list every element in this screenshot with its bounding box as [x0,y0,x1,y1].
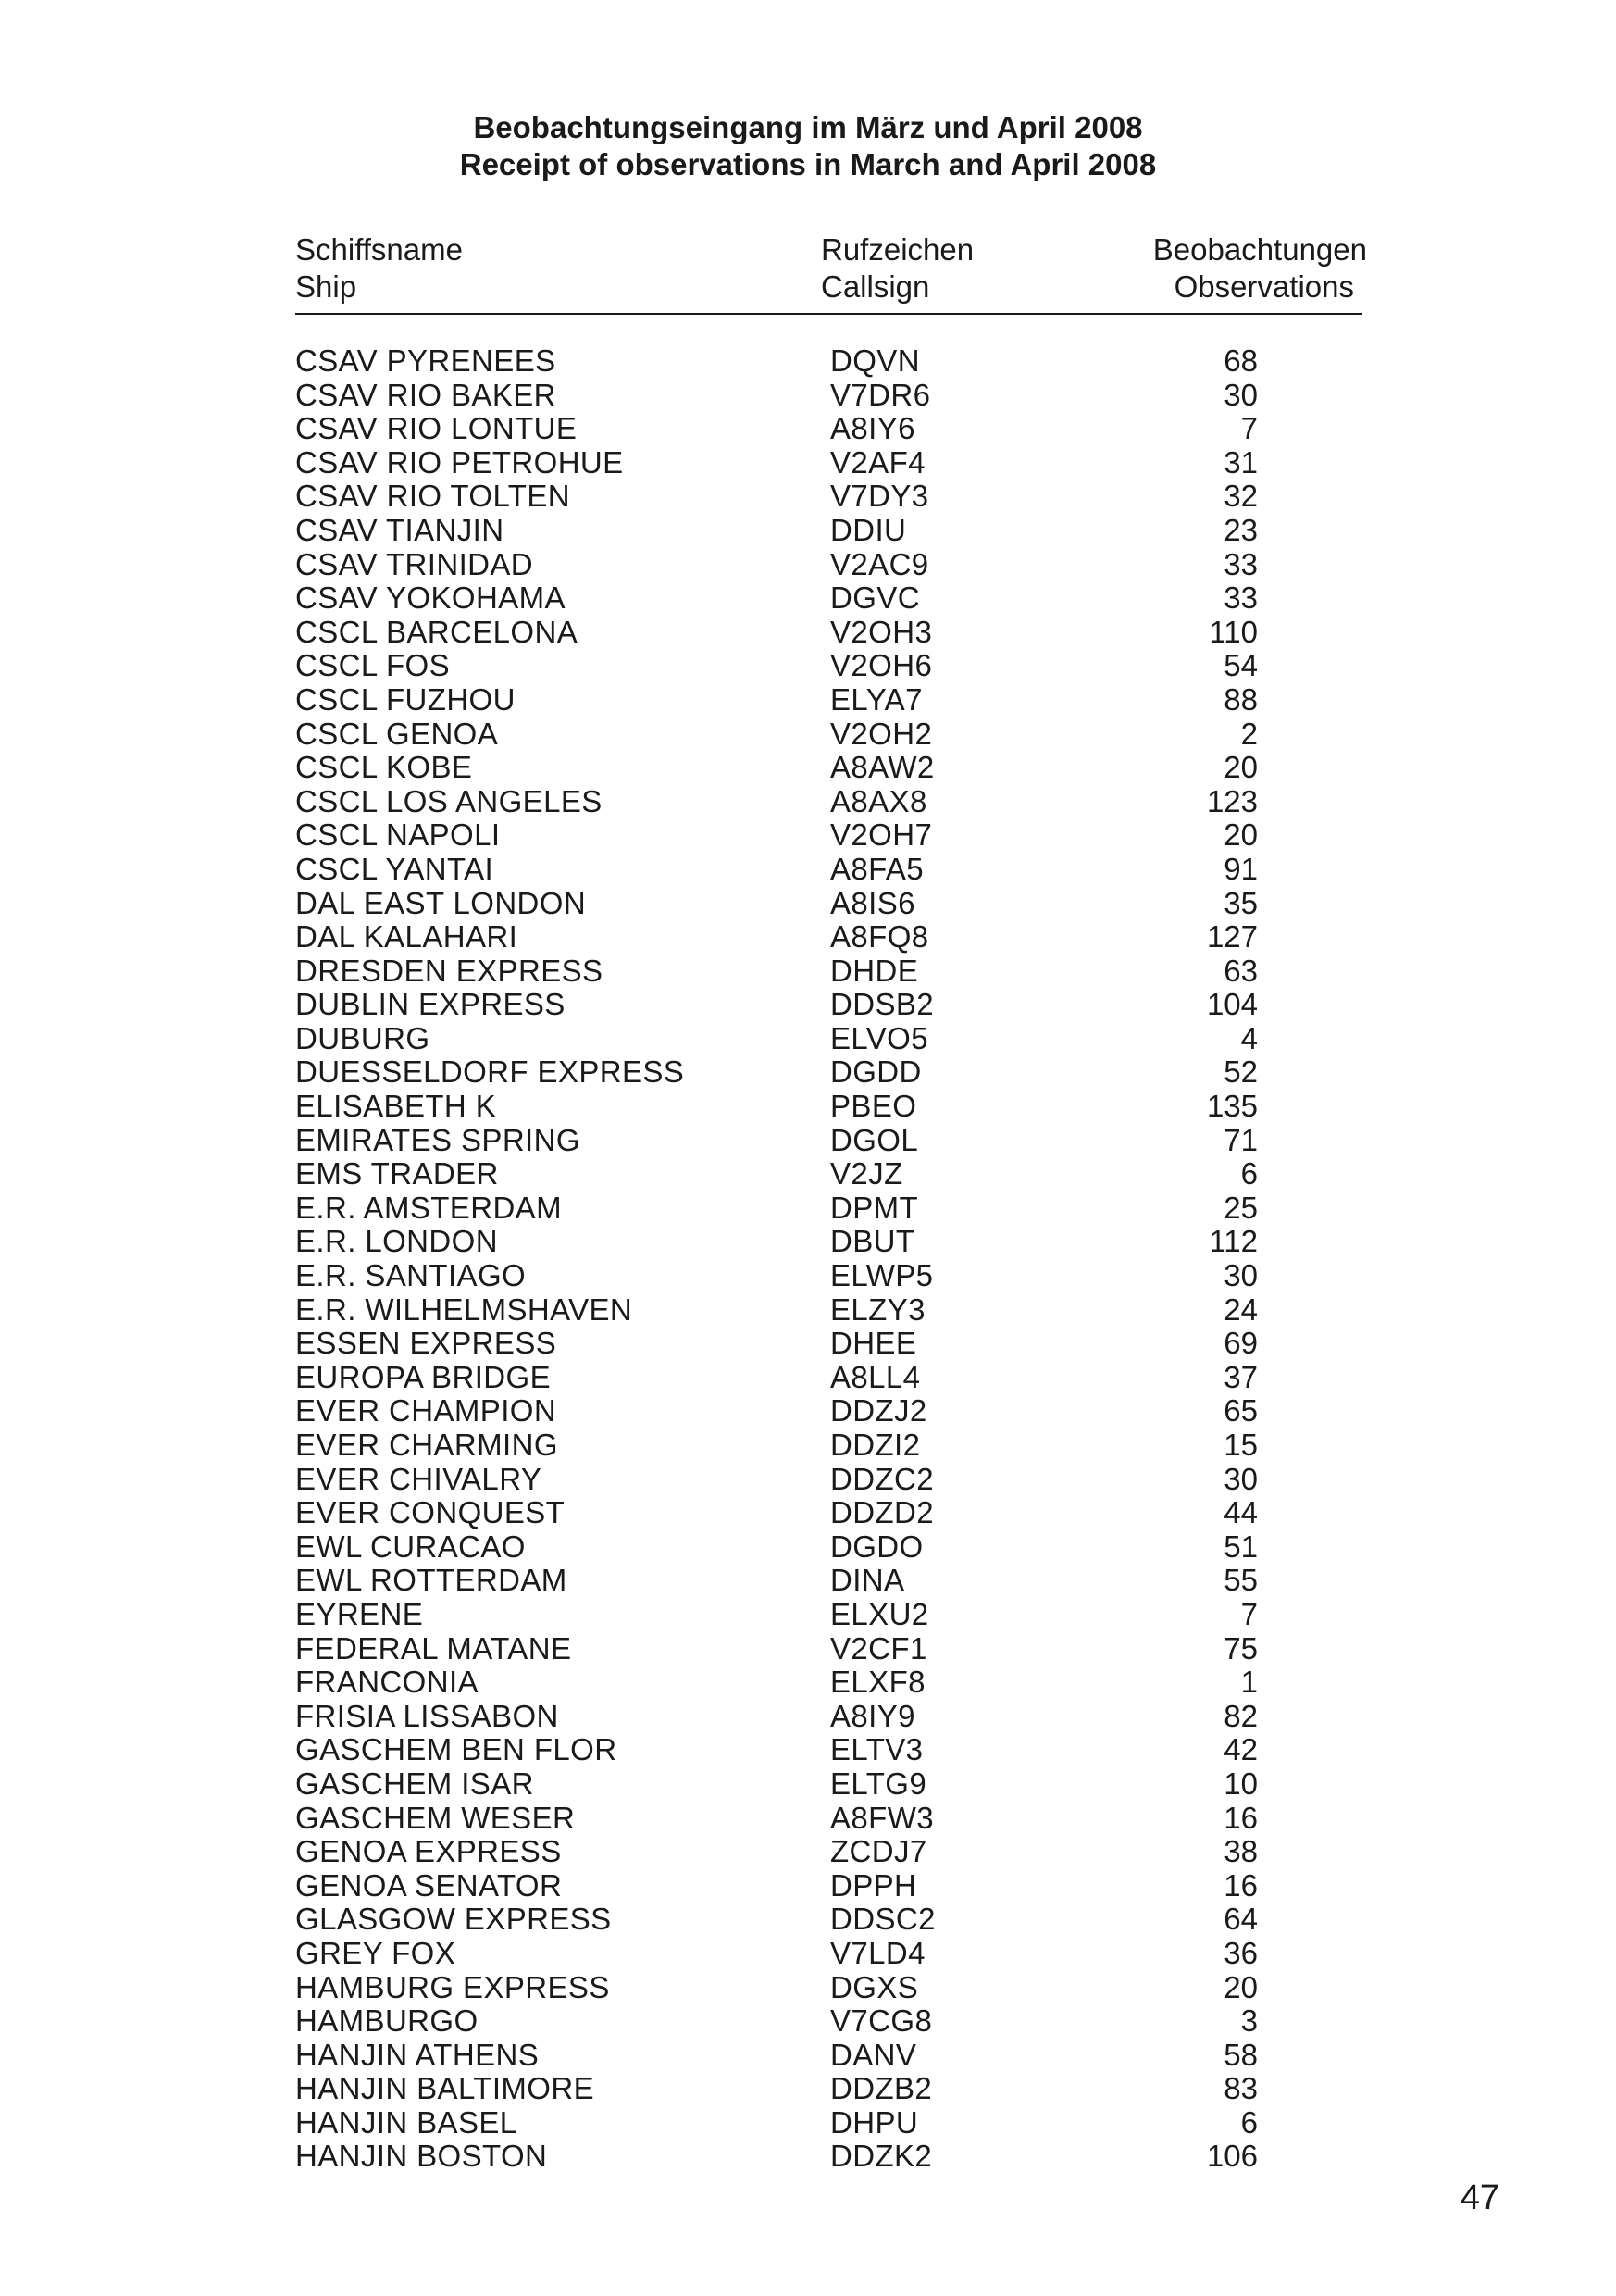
ship-name-cell: DAL KALAHARI [295,919,518,955]
observations-cell: 112 [1209,1224,1258,1259]
callsign-cell: V2OH7 [830,817,933,853]
observations-cell: 36 [1224,1935,1258,1970]
ship-name-cell: CSCL GENOA [295,716,499,751]
ship-name-cell: E.R. LONDON [295,1224,498,1259]
callsign-cell: V2OH2 [830,716,933,751]
observations-cell: 16 [1224,1800,1258,1835]
table-row [295,649,1258,683]
callsign-cell: A8IY6 [830,411,915,446]
ship-name-cell: CSAV RIO LONTUE [295,411,578,446]
table-row [295,1055,1258,1090]
callsign-cell: A8FA5 [830,851,925,886]
callsign-cell: DBUT [830,1224,915,1259]
ship-name-cell: EVER CONQUEST [295,1495,566,1530]
table-row [295,1666,1258,1700]
table-row [295,480,1258,514]
observations-cell: 23 [1224,512,1258,547]
callsign-cell: DDZC2 [830,1461,935,1496]
table-row [295,1327,1258,1361]
table-row [295,1192,1258,1226]
ship-name-cell: EVER CHARMING [295,1428,558,1462]
ship-name-cell: EVER CHIVALRY [295,1461,542,1496]
column-header-ship-german: Schiffsname [295,232,463,267]
callsign-cell: A8AX8 [830,783,927,818]
ship-name-cell: CSAV RIO PETROHUE [295,444,624,480]
ship-name-cell: EMS TRADER [295,1156,499,1192]
table-row [295,1869,1258,1903]
ship-name-cell: HANJIN BASEL [295,2104,517,2140]
page-title-german: Beobachtungseingang im März und April 2008 [473,110,1143,144]
ship-name-cell: GASCHEM BEN FLOR [295,1732,617,1767]
callsign-cell: V2OH6 [830,648,933,683]
observations-cell: 6 [1240,1156,1258,1192]
callsign-cell: DGDD [830,1054,922,1090]
observations-cell: 127 [1206,919,1258,955]
header-divider [295,313,1362,318]
observations-cell: 15 [1224,1428,1258,1462]
ship-name-cell: GREY FOX [295,1935,456,1970]
table-row [295,1802,1258,1836]
observations-cell: 3 [1240,2003,1258,2039]
observations-cell: 110 [1209,614,1258,649]
ship-name-cell: HANJIN BALTIMORE [295,2071,594,2106]
table-row [295,920,1258,955]
table-row [295,514,1258,548]
table-row [295,446,1258,480]
callsign-cell: ELXU2 [830,1596,929,1631]
callsign-cell: DPMT [830,1190,919,1225]
column-header-callsign-english: Callsign [821,269,930,304]
observations-cell: 82 [1224,1698,1258,1733]
callsign-cell: V7CG8 [830,2003,933,2039]
observations-cell: 25 [1224,1190,1258,1225]
observations-cell: 58 [1224,2037,1258,2072]
ship-name-cell: CSCL BARCELONA [295,614,578,649]
observations-cell: 83 [1224,2071,1258,2106]
ship-name-cell: GENOA SENATOR [295,1867,563,1903]
ship-name-cell: HANJIN BOSTON [295,2139,548,2174]
ship-name-cell: CSCL YANTAI [295,851,494,886]
observations-cell: 30 [1224,1258,1258,1293]
observations-cell: 88 [1224,681,1258,717]
callsign-cell: ELTG9 [830,1766,927,1801]
ship-name-cell: ELISABETH K [295,1089,497,1124]
observations-cell: 31 [1224,444,1258,480]
observations-cell: 24 [1224,1292,1258,1327]
ship-name-cell: HANJIN ATHENS [295,2037,540,2072]
observations-cell: 30 [1224,1461,1258,1496]
callsign-cell: DDSB2 [830,987,935,1022]
table-row [295,412,1258,446]
ship-name-cell: EWL CURACAO [295,1529,526,1564]
observations-cell: 2 [1240,716,1258,751]
table-row [295,616,1258,650]
observations-cell: 55 [1224,1563,1258,1598]
observations-cell: 30 [1224,377,1258,412]
observations-cell: 68 [1224,343,1258,378]
ship-name-cell: EUROPA BRIDGE [295,1359,551,1394]
callsign-cell: DGDO [830,1529,924,1564]
table-row [295,379,1258,413]
ship-name-cell: HAMBURG EXPRESS [295,1969,610,2004]
ship-name-cell: GENOA EXPRESS [295,1834,562,1869]
callsign-cell: V7DR6 [830,377,931,412]
callsign-cell: ZCDJ7 [830,1834,927,1869]
ship-name-cell: CSCL NAPOLI [295,817,501,853]
ship-name-cell: DUBLIN EXPRESS [295,987,566,1022]
table-row [295,1700,1258,1734]
observations-cell: 69 [1224,1326,1258,1361]
table-row [295,988,1258,1022]
callsign-cell: V2JZ [830,1156,903,1192]
callsign-cell: V2OH3 [830,614,933,649]
ship-name-cell: CSCL KOBE [295,750,473,785]
observations-cell: 20 [1224,1969,1258,2004]
callsign-cell: V7LD4 [830,1935,926,1970]
observations-cell: 33 [1224,580,1258,616]
observations-cell: 75 [1224,1630,1258,1666]
observations-cell: 64 [1224,1902,1258,1937]
observations-cell: 44 [1224,1495,1258,1530]
table-row [295,818,1258,853]
observations-cell: 7 [1240,411,1258,446]
observations-cell: 7 [1240,1596,1258,1631]
ship-name-cell: DRESDEN EXPRESS [295,953,603,988]
ship-name-cell: GLASGOW EXPRESS [295,1902,612,1937]
callsign-cell: ELYA7 [830,681,923,717]
callsign-cell: V7DY3 [830,479,929,514]
callsign-cell: V2AC9 [830,546,929,581]
table-row [295,1496,1258,1530]
table-row [295,1903,1258,1937]
table-row [295,751,1258,785]
ship-name-cell: E.R. SANTIAGO [295,1258,527,1293]
ship-name-cell: DUESSELDORF EXPRESS [295,1054,685,1090]
observations-cell: 20 [1224,817,1258,853]
column-header-ship-english: Ship [295,269,357,304]
ship-name-cell: CSCL LOS ANGELES [295,783,603,818]
callsign-cell: V2CF1 [830,1630,927,1666]
table-row [295,1564,1258,1598]
table-row [295,1937,1258,1971]
callsign-cell: DGXS [830,1969,919,2004]
ship-name-cell: FEDERAL MATANE [295,1630,572,1666]
table-row [295,2039,1258,2073]
table-row [295,1022,1258,1056]
callsign-cell: DPPH [830,1867,917,1903]
table-row [295,1530,1258,1565]
ship-name-cell: CSAV YOKOHAMA [295,580,566,616]
ship-name-cell: CSCL FOS [295,648,451,683]
table-row [295,1632,1258,1666]
callsign-cell: A8IS6 [830,885,915,920]
observations-cell: 104 [1206,987,1258,1022]
ship-name-cell: EMIRATES SPRING [295,1122,580,1157]
ship-name-cell: EYRENE [295,1596,424,1631]
table-row [295,718,1258,752]
observations-cell: 71 [1224,1122,1258,1157]
table-row [295,2106,1258,2140]
callsign-cell: ELWP5 [830,1258,934,1293]
table-row [295,1835,1258,1869]
ship-name-cell: CSAV RIO BAKER [295,377,556,412]
ship-name-cell: DUBURG [295,1020,430,1055]
callsign-cell: A8IY9 [830,1698,915,1733]
observations-cell: 135 [1206,1089,1258,1124]
ship-name-cell: GASCHEM WESER [295,1800,576,1835]
observations-cell: 65 [1224,1393,1258,1429]
observations-cell: 33 [1224,546,1258,581]
callsign-cell: DDZD2 [830,1495,935,1530]
callsign-cell: ELZY3 [830,1292,926,1327]
callsign-cell: DDZB2 [830,2071,933,2106]
observations-cell: 4 [1240,1020,1258,1055]
callsign-cell: DDIU [830,512,907,547]
table-row [295,1361,1258,1395]
callsign-cell: DHDE [830,953,919,988]
column-header-observations-german: Beobachtungen [1152,232,1367,267]
observations-table [295,344,1258,2174]
observations-cell: 91 [1224,851,1258,886]
callsign-cell: A8FW3 [830,1800,935,1835]
table-row [295,2004,1258,2039]
callsign-cell: A8FQ8 [830,919,929,955]
table-row [295,1293,1258,1328]
table-row [295,1733,1258,1767]
observations-cell: 20 [1224,750,1258,785]
ship-name-cell: CSAV PYRENEES [295,343,556,378]
page-title-english: Receipt of observations in March and April 2008 [459,147,1157,181]
table-row [295,1598,1258,1632]
ship-name-cell: DAL EAST LONDON [295,885,587,920]
table-row [295,1971,1258,2005]
callsign-cell: DDSC2 [830,1902,936,1937]
callsign-cell: A8LL4 [830,1359,921,1394]
ship-name-cell: CSAV TIANJIN [295,512,504,547]
observations-cell: 38 [1224,1834,1258,1869]
table-row [295,1157,1258,1192]
ship-name-cell: E.R. WILHELMSHAVEN [295,1292,633,1327]
observations-cell: 6 [1240,2104,1258,2140]
table-row [295,1090,1258,1124]
callsign-cell: DHEE [830,1326,917,1361]
callsign-cell: ELVO5 [830,1020,928,1055]
observations-cell: 51 [1224,1529,1258,1564]
callsign-cell: DGVC [830,580,920,616]
ship-name-cell: CSAV RIO TOLTEN [295,479,570,514]
table-row [295,1259,1258,1293]
callsign-cell: DINA [830,1563,905,1598]
table-row [295,344,1258,379]
callsign-cell: DQVN [830,343,920,378]
table-row [295,955,1258,989]
ship-name-cell: CSCL FUZHOU [295,681,516,717]
ship-name-cell: EVER CHAMPION [295,1393,557,1429]
table-row [295,1225,1258,1259]
ship-name-cell: EWL ROTTERDAM [295,1563,567,1598]
table-row [295,853,1258,887]
observations-cell: 63 [1224,953,1258,988]
table-row [295,548,1258,582]
table-row [295,683,1258,718]
observations-cell: 10 [1224,1766,1258,1801]
observations-cell: 35 [1224,885,1258,920]
observations-cell: 123 [1206,783,1258,818]
table-row [295,2140,1258,2174]
ship-name-cell: E.R. AMSTERDAM [295,1190,562,1225]
observations-cell: 52 [1224,1054,1258,1090]
callsign-cell: A8AW2 [830,750,935,785]
page-number: 47 [1460,2178,1499,2217]
observations-cell: 32 [1224,479,1258,514]
table-row [295,1429,1258,1463]
ship-name-cell: GASCHEM ISAR [295,1766,534,1801]
observations-cell: 106 [1206,2139,1258,2174]
callsign-cell: DHPU [830,2104,919,2140]
callsign-cell: DDZJ2 [830,1393,927,1429]
observations-cell: 16 [1224,1867,1258,1903]
callsign-cell: ELTV3 [830,1732,924,1767]
callsign-cell: DDZK2 [830,2139,933,2174]
table-row [295,581,1258,616]
callsign-cell: V2AF4 [830,444,926,480]
ship-name-cell: HAMBURGO [295,2003,479,2039]
observations-cell: 54 [1224,648,1258,683]
table-row [295,1394,1258,1429]
observations-cell: 42 [1224,1732,1258,1767]
callsign-cell: DGOL [830,1122,919,1157]
column-header-callsign-german: Rufzeichen [821,232,975,267]
ship-name-cell: ESSEN EXPRESS [295,1326,557,1361]
table-row [295,1463,1258,1497]
column-header-observations-english: Observations [1174,269,1354,304]
observations-cell: 37 [1224,1359,1258,1394]
table-row [295,2072,1258,2106]
observations-cell: 1 [1240,1665,1258,1700]
ship-name-cell: CSAV TRINIDAD [295,546,534,581]
table-row [295,785,1258,819]
callsign-cell: DANV [830,2037,917,2072]
callsign-cell: PBEO [830,1089,917,1124]
callsign-cell: ELXF8 [830,1665,926,1700]
ship-name-cell: FRANCONIA [295,1665,479,1700]
table-row [295,887,1258,921]
callsign-cell: DDZI2 [830,1428,921,1462]
table-row [295,1124,1258,1158]
table-row [295,1767,1258,1802]
ship-name-cell: FRISIA LISSABON [295,1698,559,1733]
